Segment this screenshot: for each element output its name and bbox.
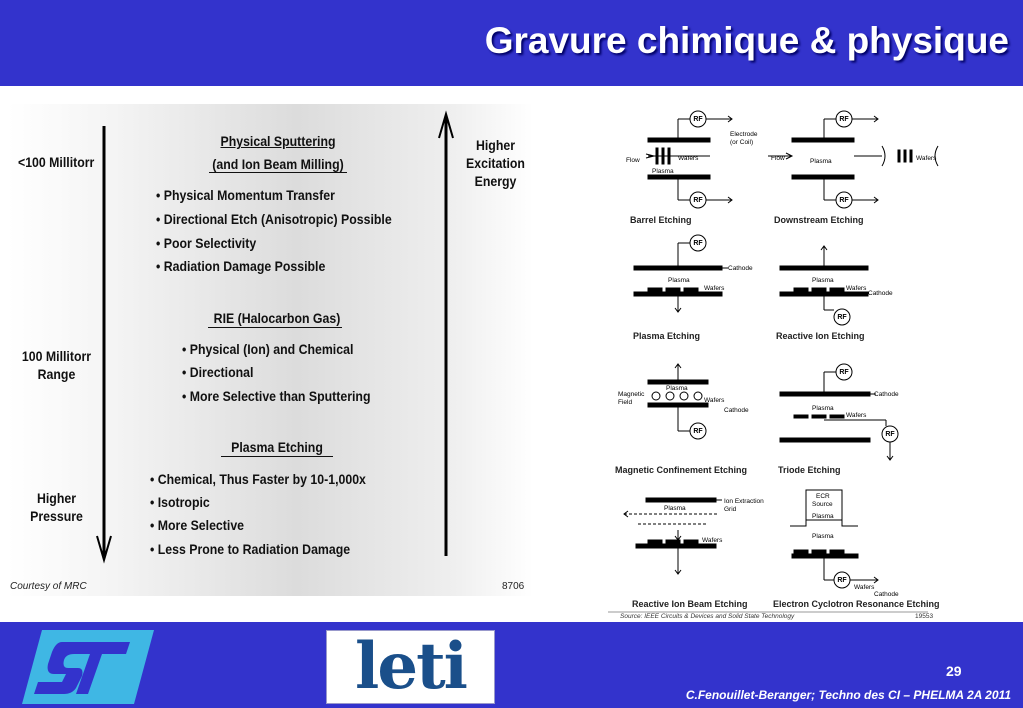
wafers-label: Wafers bbox=[846, 412, 867, 419]
plasma-label: Plasma bbox=[810, 158, 832, 165]
plasma-label: Plasma bbox=[652, 168, 674, 175]
label-energy-2: Excitation bbox=[466, 155, 525, 171]
wafers-label: Wafers bbox=[854, 584, 875, 591]
cathode-label: Cathode bbox=[728, 265, 753, 272]
caption-magnetic: Magnetic Confinement Etching bbox=[615, 465, 748, 475]
label-low-pressure: <100 Millitorr bbox=[18, 154, 95, 170]
ion-extraction-label: Ion Extraction bbox=[724, 498, 764, 505]
wafers-label: Wafers bbox=[702, 537, 723, 544]
section-plasma-heading: Plasma Etching bbox=[231, 439, 323, 455]
cathode-label: Cathode bbox=[724, 407, 749, 414]
caption-barrel: Barrel Etching bbox=[630, 215, 692, 225]
plasma-label: Plasma bbox=[812, 405, 834, 412]
leti-logo-text: leti bbox=[355, 629, 466, 704]
cathode-label: Cathode bbox=[874, 391, 899, 398]
rf-label: RF bbox=[693, 428, 703, 435]
bullet: • Physical (Ion) and Chemical bbox=[182, 341, 354, 357]
rf-label: RF bbox=[693, 197, 703, 204]
wafers-label: Wafers bbox=[916, 155, 937, 162]
label-energy-3: Energy bbox=[474, 173, 517, 189]
bullet: • More Selective than Sputtering bbox=[182, 388, 371, 404]
header-band bbox=[0, 0, 1023, 86]
footer-credit: C.Fenouillet-Beranger; Techno des CI – PHELMA 2A 2011 bbox=[685, 688, 1011, 702]
label-high-pressure-1: Higher bbox=[36, 490, 77, 506]
plasma-label: Plasma bbox=[812, 513, 834, 520]
leti-logo bbox=[326, 630, 495, 704]
bullet: • Isotropic bbox=[150, 494, 210, 510]
bullet: • Directional bbox=[182, 364, 254, 380]
label-mid-pressure-1: 100 Millitorr bbox=[21, 348, 92, 364]
bullet: • Poor Selectivity bbox=[156, 235, 257, 251]
rf-label: RF bbox=[837, 577, 847, 584]
section-sputtering-heading-1: Physical Sputtering bbox=[220, 133, 336, 149]
ion-extraction-label: Grid bbox=[724, 506, 737, 513]
magnetic-field-label: Field bbox=[618, 399, 633, 406]
plasma-label: Plasma bbox=[664, 505, 686, 512]
bullet: • More Selective bbox=[150, 517, 245, 533]
plasma-label: Plasma bbox=[812, 277, 834, 284]
electrode-label: (or Coil) bbox=[730, 139, 754, 146]
bullet: • Chemical, Thus Faster by 10-1,000x bbox=[150, 471, 366, 487]
wafers-label: Wafers bbox=[704, 285, 725, 292]
divider bbox=[208, 327, 342, 328]
caption-ecr: Electron Cyclotron Resonance Etching bbox=[773, 599, 940, 609]
divider bbox=[209, 172, 347, 173]
wafers-label: Wafers bbox=[846, 285, 867, 292]
rf-label: RF bbox=[839, 116, 849, 123]
plasma-label: Plasma bbox=[812, 533, 834, 540]
section-sputtering-heading-2: (and Ion Beam Milling) bbox=[212, 156, 344, 172]
label-high-pressure-2: Pressure bbox=[30, 508, 83, 524]
pressure-arrow bbox=[96, 126, 112, 566]
bullet: • Less Prone to Radiation Damage bbox=[150, 541, 351, 557]
figure-source: Source: IEEE Circuits & Devices and Solid State Technology bbox=[620, 613, 795, 620]
caption-plasma: Plasma Etching bbox=[633, 331, 701, 341]
rf-label: RF bbox=[837, 314, 847, 321]
caption-rie: Reactive Ion Etching bbox=[776, 331, 865, 341]
st-logo bbox=[22, 628, 154, 706]
ecr-source-label: ECR bbox=[816, 493, 830, 500]
rf-label: RF bbox=[693, 116, 703, 123]
section-rie-heading: RIE (Halocarbon Gas) bbox=[213, 310, 341, 326]
figure-code: 19553 bbox=[915, 613, 934, 620]
ecr-source-label: Source bbox=[812, 501, 833, 508]
page-number: 29 bbox=[946, 663, 962, 679]
cathode-label: Cathode bbox=[874, 591, 899, 598]
bullet: • Directional Etch (Anisotropic) Possible bbox=[156, 211, 392, 227]
wafers-label: Wafers bbox=[678, 155, 699, 162]
caption-downstream: Downstream Etching bbox=[774, 215, 864, 225]
slide-title: Gravure chimique & physique bbox=[484, 20, 1009, 61]
magnetic-field-label: Magnetic bbox=[618, 391, 645, 398]
courtesy-note: Courtesy of MRC bbox=[10, 581, 87, 592]
cathode-label: Cathode bbox=[868, 290, 893, 297]
rf-label: RF bbox=[885, 431, 895, 438]
flow-label: Flow bbox=[771, 155, 785, 162]
caption-ribe: Reactive Ion Beam Etching bbox=[632, 599, 748, 609]
plasma-label: Plasma bbox=[668, 277, 690, 284]
caption-triode: Triode Etching bbox=[778, 465, 841, 475]
reactor-diagrams bbox=[608, 100, 953, 622]
divider bbox=[221, 456, 333, 457]
flow-label: Flow bbox=[626, 157, 640, 164]
bullet: • Physical Momentum Transfer bbox=[156, 187, 335, 203]
rf-label: RF bbox=[693, 240, 703, 247]
rf-label: RF bbox=[839, 369, 849, 376]
energy-arrow bbox=[438, 110, 454, 556]
wafers-label: Wafers bbox=[704, 397, 725, 404]
label-mid-pressure-2: Range bbox=[37, 366, 76, 382]
figure-code: 8706 bbox=[502, 581, 525, 592]
electrode-label: Electrode bbox=[730, 131, 758, 138]
bullet: • Radiation Damage Possible bbox=[156, 258, 326, 274]
label-energy-1: Higher bbox=[475, 137, 516, 153]
rf-label: RF bbox=[839, 197, 849, 204]
plasma-label: Plasma bbox=[666, 385, 688, 392]
